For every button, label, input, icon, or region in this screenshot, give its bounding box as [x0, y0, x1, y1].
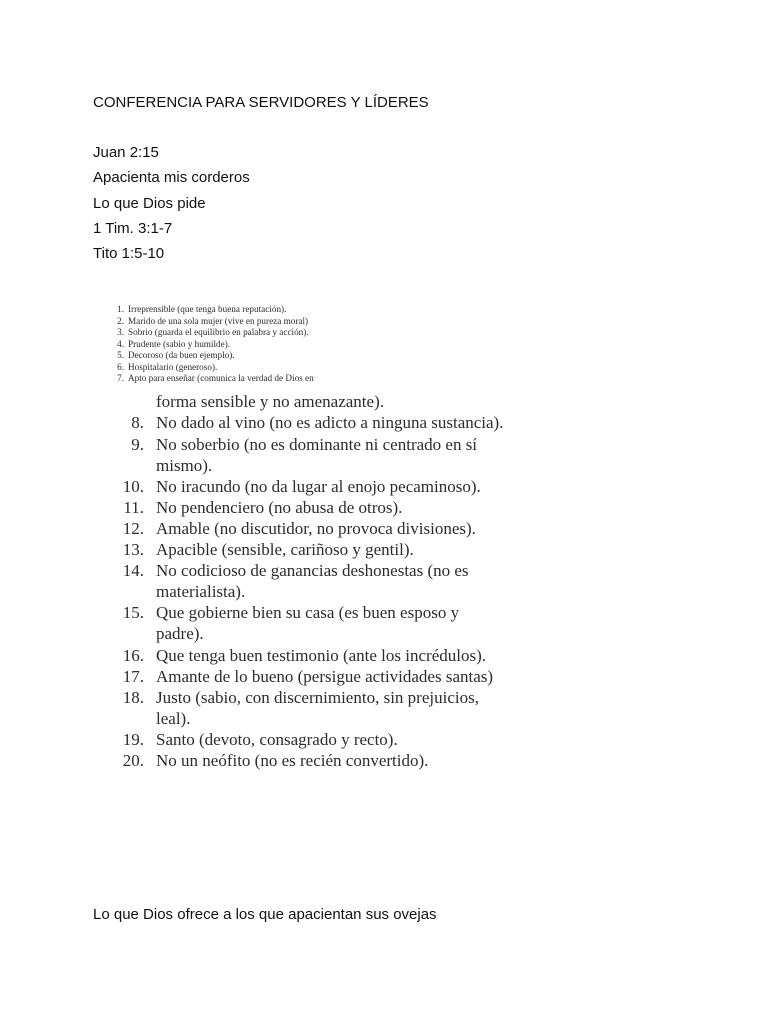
section-heading: Lo que Dios pide: [93, 195, 206, 212]
small-list: [104, 300, 594, 384]
list-item: 4. Prudente (sabio y humilde).: [117, 338, 231, 349]
verse-reference: Juan 2:15: [93, 144, 159, 161]
list-item: 6. Hospitalario (generoso).: [117, 361, 218, 372]
list-item: 2. Marido de una sola mujer (vive en pureza moral): [117, 315, 309, 326]
verse-text: Apacienta mis corderos: [93, 169, 250, 186]
reference-titus: Tito 1:5-10: [93, 245, 165, 262]
scanned-list-image: 1. Irreprensible (que tenga buena reputación). 2. Marido de una sola mujer (vive en pureza moral) 3. Sobrio (guarda el equilibrio en palabra y acción). 4. Prudente (sabio y humilde). 5. Decoroso (da buen ejemplo). 6. Hospitalario (generoso). 7. Apto para enseñar (comunica la verdad de Dios en forma sensible y no amenazante). 8. No dado al vino (no es adicto a ninguna sustancia). 9. No soberbio (no es dominante ni centrado en sí mismo). 10. No iracundo (no da lugar al enojo pecaminoso). 11. No pendenciero (no abusa de otros). 12. Amable (no discutidor, no provoca divisiones). 13. Apacible (sensible, cariñoso y gentil). 14. No codicioso de ganancias deshonestas (no es materialista). 15. Que gobierne bien su casa (es buen esposo y padre). 16. Que tenga buen testimonio (ante los incrédulos). 17. Amante de lo bueno (persigue actividades santas) 18. Justo (sabio, con discernimiento, sin prejuicios, leal). 19. Santo (devoto, consagrado y recto). 20. No un neófito (no es recién convertido).: [104, 300, 594, 384]
list-item: 5. Decoroso (da buen ejemplo).: [117, 350, 235, 360]
page-title: CONFERENCIA PARA SERVIDORES Y LÍDERES: [93, 94, 429, 111]
list-item: 3. Sobrio (guarda el equilibrio en palabra y acción).: [117, 327, 309, 337]
footer-text: Lo que Dios ofrece a los que apacientan sus ovejas: [93, 906, 437, 923]
reference-timothy: 1 Tim. 3:1-7: [93, 220, 173, 237]
list-item: 7. Apto para enseñar (comunica la verdad de Dios en: [117, 373, 314, 383]
list-item: 1. Irreprensible (que tenga buena reputación).: [117, 304, 287, 314]
